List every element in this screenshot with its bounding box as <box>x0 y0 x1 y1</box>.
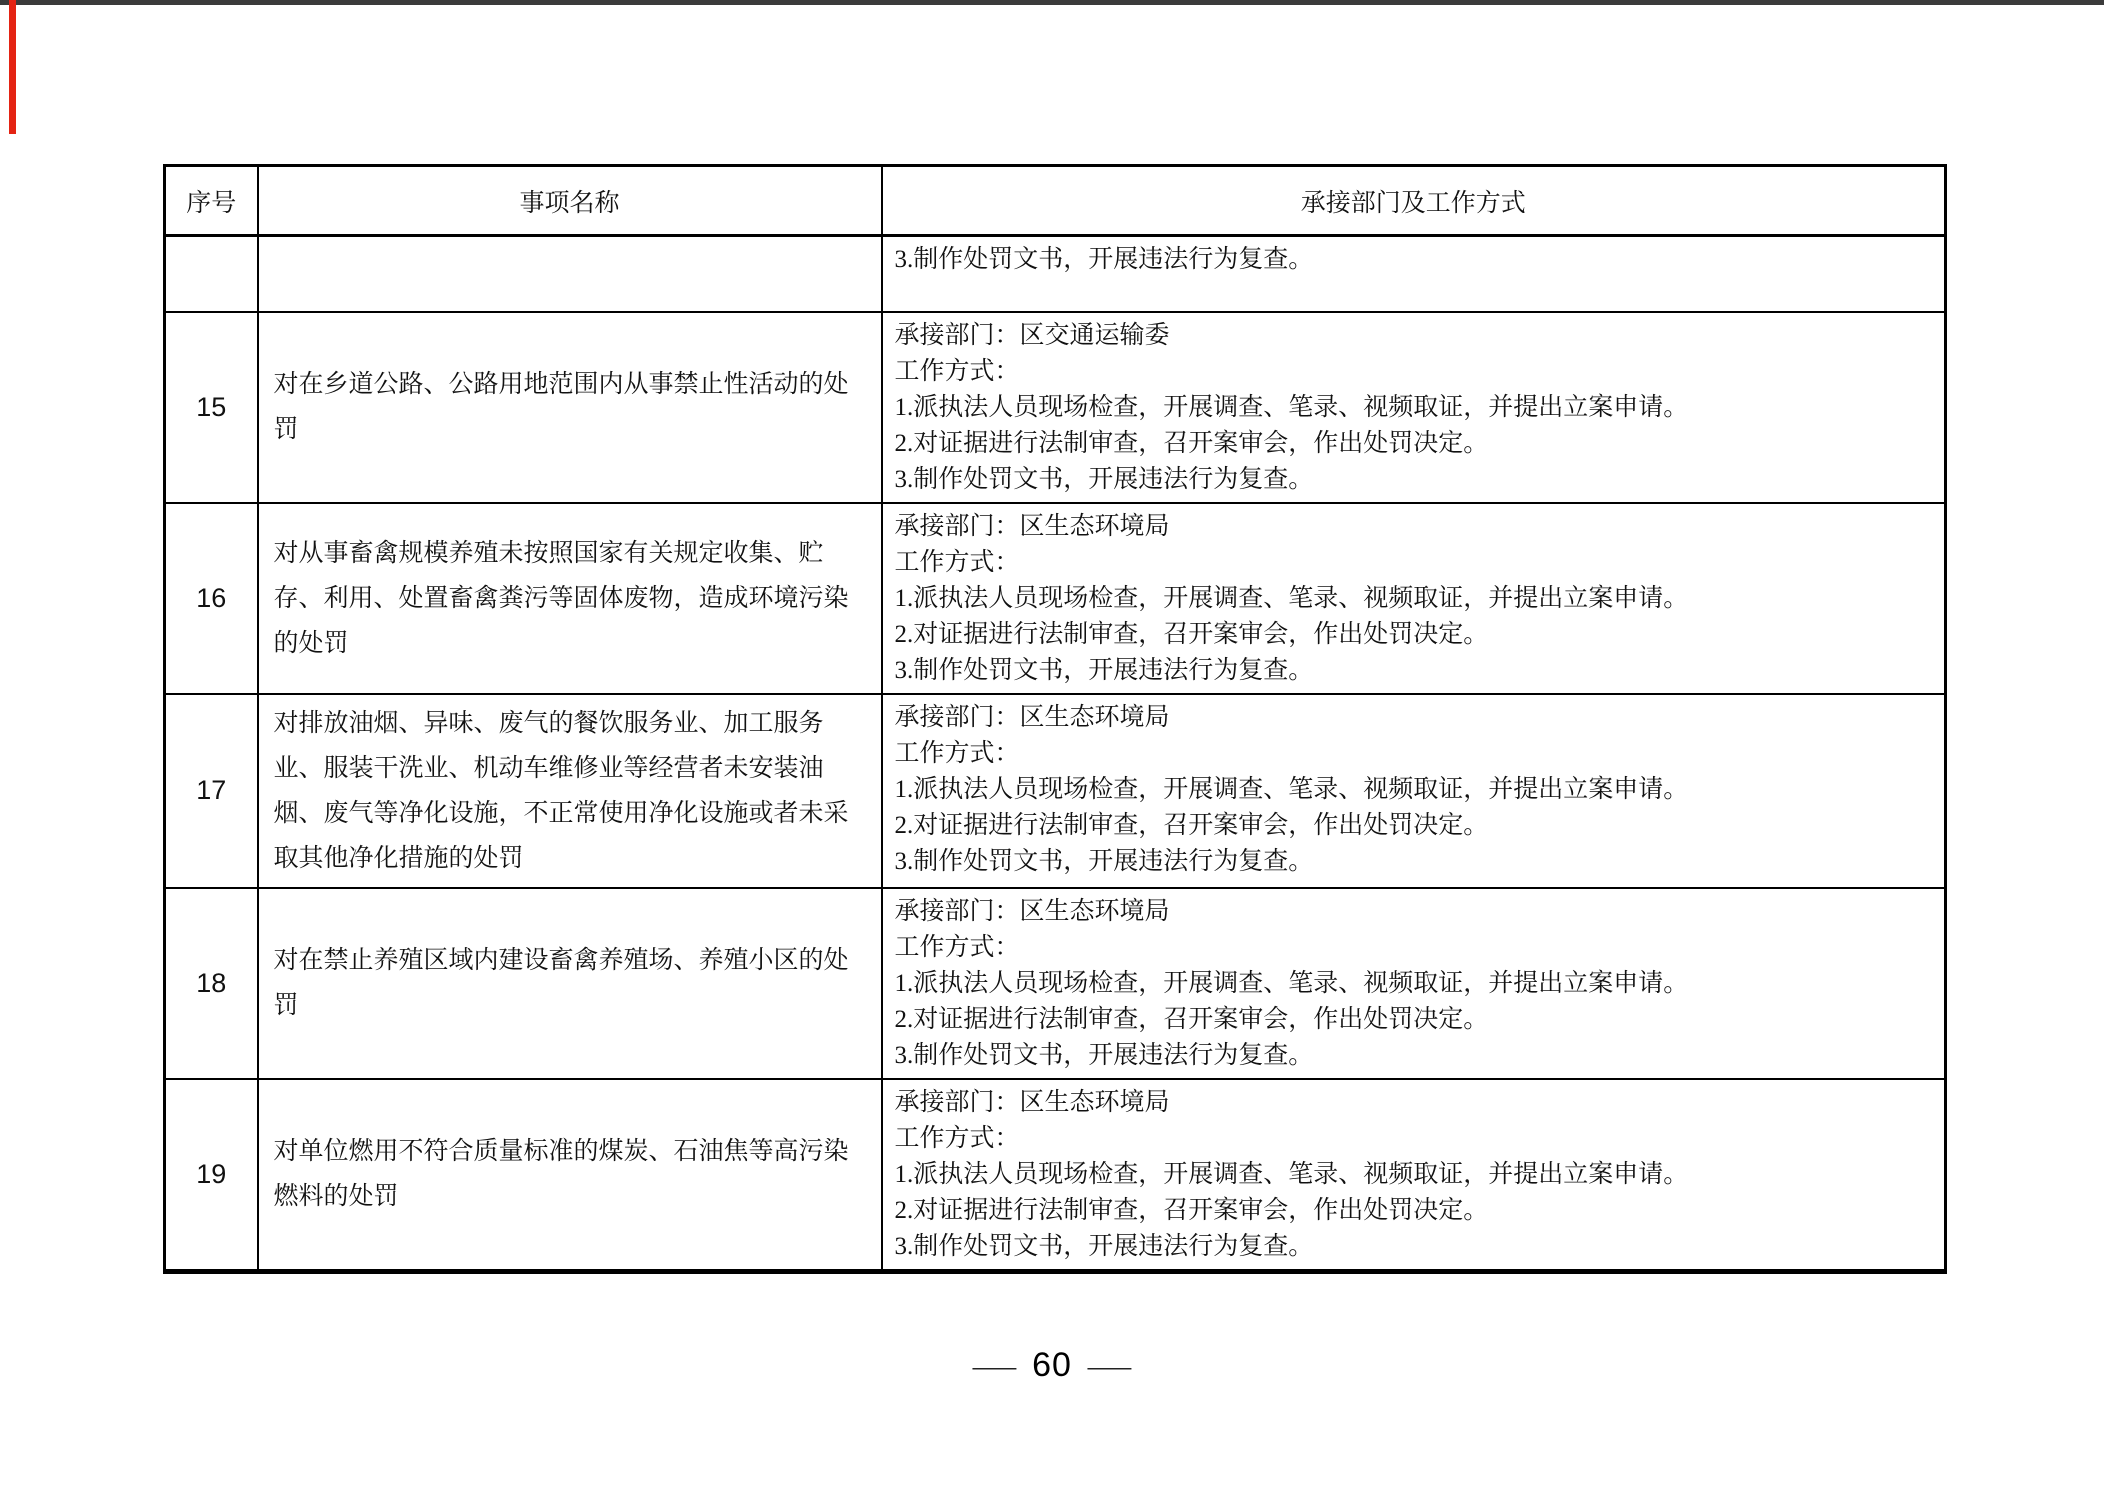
footer-left-dash: — <box>972 1348 1017 1383</box>
detail-line: 3.制作处罚文书，开展违法行为复查。 <box>894 1232 1314 1260</box>
cell-item-name: 对从事畜禽规模养殖未按照国家有关规定收集、贮存、利用、处置畜禽粪污等固体废物，造成环境污染的处罚 <box>258 503 882 694</box>
detail-line: 3.制作处罚文书，开展违法行为复查。 <box>894 246 1314 273</box>
cell-serial-number: 15 <box>165 312 258 503</box>
detail-line: 承接部门：区交通运输委 <box>894 321 1170 349</box>
detail-line: 1.派执法人员现场检查，开展调查、笔录、视频取证，并提出立案申请。 <box>894 393 1689 421</box>
cell-item-name: 对在乡道公路、公路用地范围内从事禁止性活动的处罚 <box>258 312 882 503</box>
items-table <box>163 164 1947 1274</box>
detail-line: 2.对证据进行法制审查，召开案审会，作出处罚决定。 <box>894 1005 1489 1033</box>
cell-serial-number: 19 <box>165 1079 258 1272</box>
cell-department-method <box>882 694 1946 888</box>
detail-line: 1.派执法人员现场检查，开展调查、笔录、视频取证，并提出立案申请。 <box>894 584 1689 612</box>
page-footer <box>0 1346 2104 1394</box>
left-red-marker <box>9 0 16 134</box>
detail-line: 1.派执法人员现场检查，开展调查、笔录、视频取证，并提出立案申请。 <box>894 1160 1689 1188</box>
detail-line: 1.派执法人员现场检查，开展调查、笔录、视频取证，并提出立案申请。 <box>894 775 1689 803</box>
cell-item-name: 对单位燃用不符合质量标准的煤炭、石油焦等高污染燃料的处罚 <box>258 1079 882 1272</box>
table-row <box>165 312 1946 503</box>
table-body <box>165 236 1946 1272</box>
table-row <box>165 1079 1946 1272</box>
detail-line: 2.对证据进行法制审查，召开案审会，作出处罚决定。 <box>894 811 1489 839</box>
cell-item-name: 对排放油烟、异味、废气的餐饮服务业、加工服务业、服装干洗业、机动车维修业等经营者未安装油烟、废气等净化设施，不正常使用净化设施或者未采取其他净化措施的处罚 <box>258 694 882 888</box>
detail-line: 3.制作处罚文书，开展违法行为复查。 <box>894 1041 1314 1069</box>
detail-line: 工作方式： <box>894 933 1020 961</box>
detail-line: 承接部门：区生态环境局 <box>894 1088 1170 1116</box>
table-row <box>165 236 1946 312</box>
cell-department-method <box>882 236 1946 312</box>
header-department-method: 承接部门及工作方式 <box>882 166 1946 236</box>
detail-line: 工作方式： <box>894 1124 1020 1152</box>
header-row <box>165 166 1946 236</box>
table-row <box>165 888 1946 1079</box>
detail-line: 3.制作处罚文书，开展违法行为复查。 <box>894 465 1314 493</box>
detail-line: 2.对证据进行法制审查，召开案审会，作出处罚决定。 <box>894 620 1489 648</box>
page-number: 60 <box>1032 1346 1072 1384</box>
table-row <box>165 503 1946 694</box>
cell-serial-number: 17 <box>165 694 258 888</box>
page-top-border <box>0 0 2104 5</box>
cell-serial-number: 18 <box>165 888 258 1079</box>
cell-department-method <box>882 1079 1946 1272</box>
detail-line: 承接部门：区生态环境局 <box>894 703 1170 731</box>
detail-line: 3.制作处罚文书，开展违法行为复查。 <box>894 847 1314 875</box>
detail-line: 2.对证据进行法制审查，召开案审会，作出处罚决定。 <box>894 429 1489 457</box>
cell-item-name: 对在禁止养殖区域内建设畜禽养殖场、养殖小区的处罚 <box>258 888 882 1079</box>
cell-item-name <box>258 236 882 312</box>
detail-line: 工作方式： <box>894 739 1020 767</box>
cell-serial-number: 16 <box>165 503 258 694</box>
cell-department-method <box>882 503 1946 694</box>
detail-line: 1.派执法人员现场检查，开展调查、笔录、视频取证，并提出立案申请。 <box>894 969 1689 997</box>
detail-line: 承接部门：区生态环境局 <box>894 897 1170 925</box>
detail-line: 承接部门：区生态环境局 <box>894 512 1170 540</box>
cell-department-method <box>882 312 1946 503</box>
cell-department-method <box>882 888 1946 1079</box>
table-row <box>165 694 1946 888</box>
detail-line: 3.制作处罚文书，开展违法行为复查。 <box>894 656 1314 684</box>
header-serial-number: 序号 <box>165 166 258 236</box>
items-table-container <box>163 164 1944 1274</box>
table-header <box>165 166 1946 236</box>
header-item-name: 事项名称 <box>258 166 882 236</box>
detail-line: 2.对证据进行法制审查，召开案审会，作出处罚决定。 <box>894 1196 1489 1224</box>
detail-line: 工作方式： <box>894 357 1020 385</box>
footer-right-dash: — <box>1087 1348 1132 1383</box>
cell-serial-number <box>165 236 258 312</box>
detail-line: 工作方式： <box>894 548 1020 576</box>
